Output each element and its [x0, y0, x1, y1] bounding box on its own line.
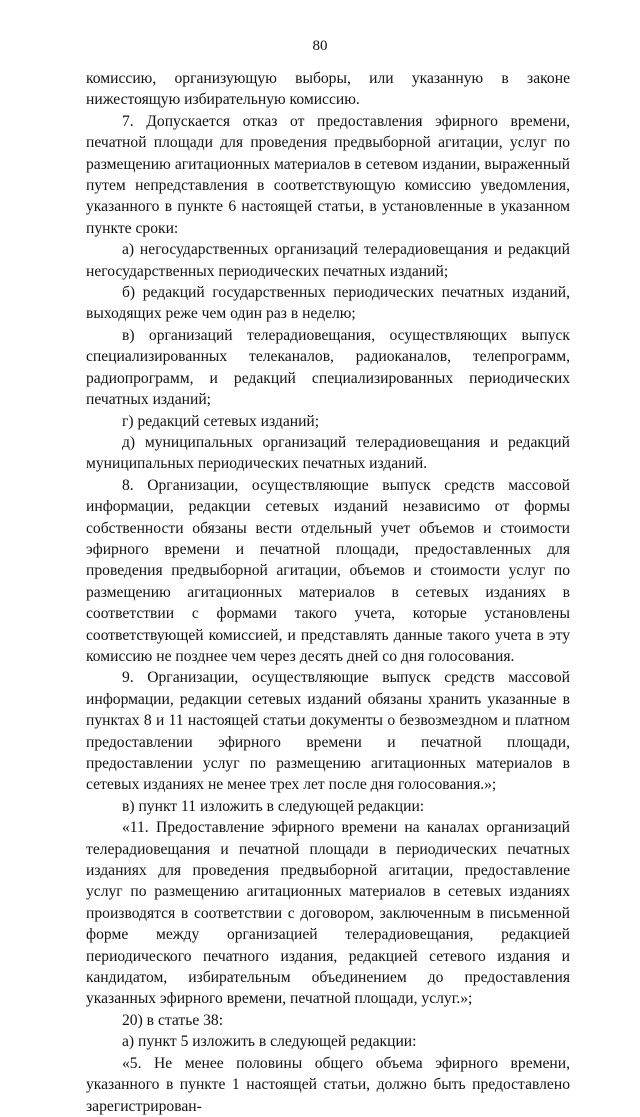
paragraph: 8. Организации, осуществляющие выпуск средств массовой информации, редакции сетевых изданий независимо от формы собственности обязаны вести отдельный учет объемов и стоимости эфирного времени и печатной площади, предоставленных для проведения предвыборной агитации, объемов и стоимости услуг по размещению агитационных материалов в сетевых изданиях в соответствии с формами такого учета, которые установлены соответствующей комиссией, и представлять данные такого учета в эту комиссию не позднее чем через десять дней со дня голосования.: [86, 476, 570, 665]
page-number: 80: [312, 38, 328, 54]
paragraph: «5. Не менее половины общего объема эфирного времени, указанного в пункте 1 настоящей статьи, должно быть предоставлено зарегистрирован-: [86, 1054, 570, 1115]
paragraph: «11. Предоставление эфирного времени на каналах организаций телерадиовещания и печатной площади в периодических печатных изданиях для проведения предвыборной агитации, предоставление услуг по размещению агитационных материалов в сетевых изданиях производятся в соответствии с договором, заключенным в письменной форме между организацией телерадиовещания, редакцией периодического печатного издания, редакцией сетевого издания и кандидатом, избирательным объединением до предоставления указанных эфирного времени, печатной площади, услуг.»;: [86, 819, 570, 1008]
paragraph: 9. Организации, осуществляющие выпуск средств массовой информации, редакции сетевых изданий обязаны хранить указанные в пунктах 8 и 11 настоящей статьи документы о безвозмездном и платном предоставлении эфирного времени и печатной площади, предоставлении услуг по размещению агитационных материалов в сетевых изданиях не менее трех лет после дня голосования.»;: [86, 669, 570, 794]
paragraph: а) пункт 5 изложить в следующей редакции:: [122, 1033, 417, 1051]
paragraph: 7. Допускается отказ от предоставления эфирного времени, печатной площади для проведения предвыборной агитации, услуг по размещению агитационных материалов в сетевом издании, выраженный путем непредставления в соответствующую комиссию уведомления, указанного в пункте 6 настоящей статьи, в установленные в указанном пункте сроки:: [86, 112, 570, 237]
paragraph: комиссию, организующую выборы, или указанную в законе нижестоящую избирательную комиссию.: [86, 70, 570, 109]
paragraph: а) негосударственных организаций телерадиовещания и редакций негосударственных периодических печатных изданий;: [86, 241, 570, 280]
paragraph: в) организаций телерадиовещания, осуществляющих выпуск специализированных телеканалов, радиоканалов, телепрограмм, радиопрограмм, и редакций специализированных периодических печатных изданий;: [86, 326, 570, 409]
paragraph: г) редакций сетевых изданий;: [122, 412, 320, 430]
document-body: [86, 68, 570, 1117]
paragraph: в) пункт 11 изложить в следующей редакции:: [122, 797, 425, 815]
paragraph: 20) в статье 38:: [122, 1011, 224, 1029]
paragraph: б) редакций государственных периодических печатных изданий, выходящих реже чем один раз в неделю;: [86, 284, 570, 323]
paragraph: д) муниципальных организаций телерадиовещания и редакций муниципальных периодических печатных изданий.: [86, 433, 570, 473]
